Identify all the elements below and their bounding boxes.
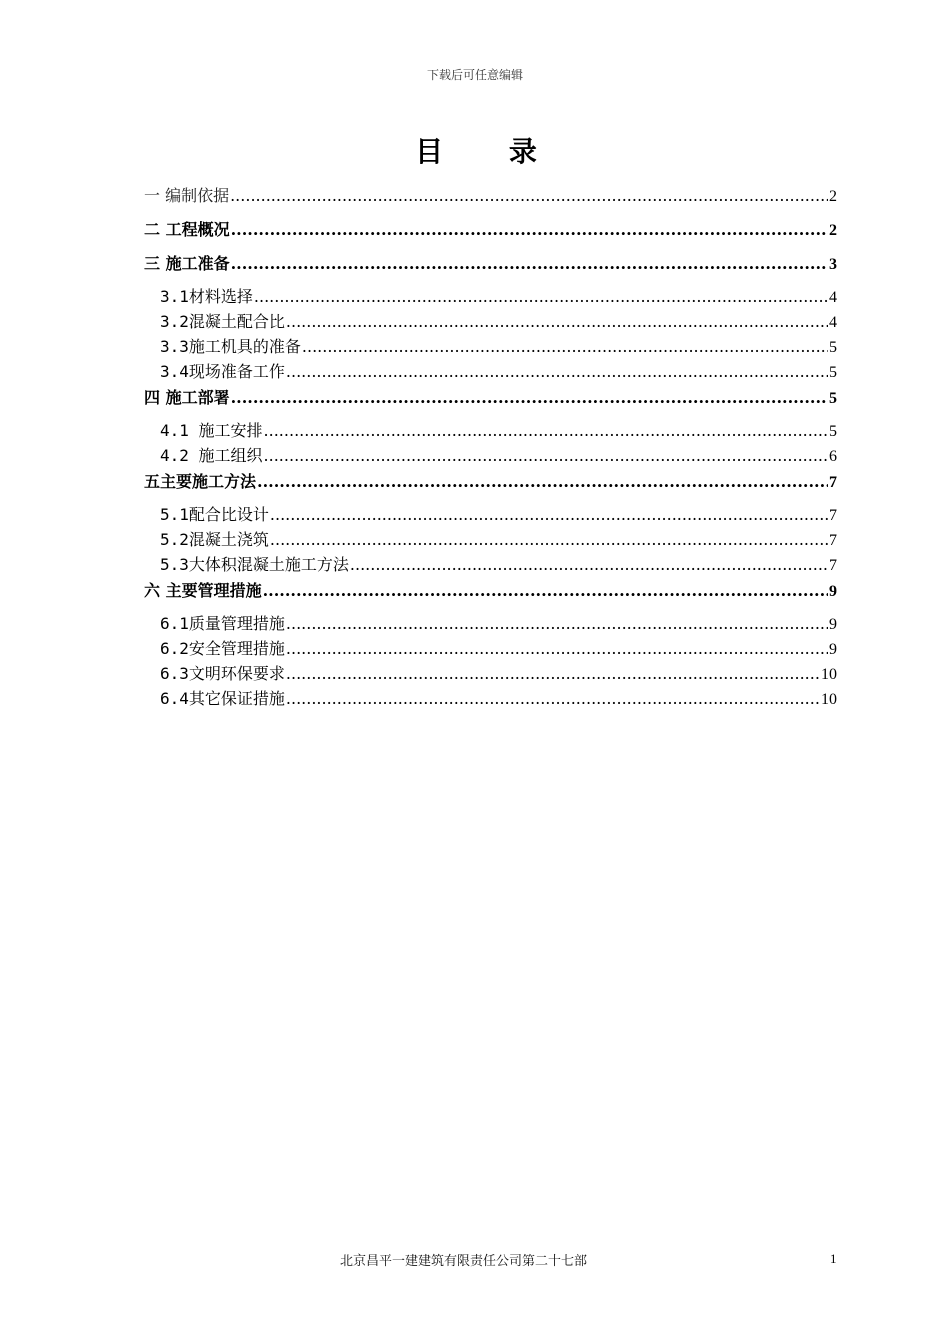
toc-entry-page: 6	[829, 448, 837, 465]
toc-entry-label: 6.2安全管理措施	[160, 639, 285, 658]
toc-entry-label: 3.4现场准备工作	[160, 362, 285, 381]
toc-leader-dots	[350, 552, 828, 577]
toc-entry-page: 9	[829, 616, 837, 633]
toc-entry[interactable]	[144, 334, 837, 359]
toc-entry-page: 2	[829, 222, 837, 239]
toc-entry-label: 5.1配合比设计	[160, 505, 269, 524]
toc-entry-page: 3	[829, 256, 837, 273]
toc-leader-dots	[302, 334, 828, 359]
toc-leader-dots	[286, 661, 820, 686]
toc-entry-page: 5	[829, 364, 837, 381]
toc-entry[interactable]	[144, 250, 837, 284]
toc-entry-page: 7	[829, 532, 837, 549]
toc-entry-label: 3.1材料选择	[160, 287, 253, 306]
toc-entry-page: 10	[821, 691, 837, 708]
toc-entry[interactable]	[144, 384, 837, 418]
toc-entry[interactable]	[144, 309, 837, 334]
toc-entry-page: 4	[829, 314, 837, 331]
toc-entry-label: 6.1质量管理措施	[160, 614, 285, 633]
toc-leader-dots	[264, 418, 828, 443]
toc-entry[interactable]	[144, 502, 837, 527]
toc-leader-dots	[270, 527, 828, 552]
toc-entry-page: 5	[829, 423, 837, 440]
toc-entry[interactable]	[144, 468, 837, 502]
toc-entry[interactable]	[144, 552, 837, 577]
toc-entry-label: 4.2 施工组织	[160, 446, 263, 465]
toc-entry-label: 5.2混凝土浇筑	[160, 530, 269, 549]
toc-entry-label: 六 主要管理措施	[144, 581, 262, 600]
toc-entry[interactable]	[144, 636, 837, 661]
toc-leader-dots	[231, 250, 828, 278]
toc-leader-dots	[264, 443, 828, 468]
toc-entry-label: 四 施工部署	[144, 388, 230, 407]
toc-entry-label: 五主要施工方法	[144, 472, 257, 491]
toc-entry-label: 一 编制依据	[144, 186, 230, 205]
toc-leader-dots	[286, 359, 828, 384]
toc-entry-label: 3.2混凝土配合比	[160, 312, 285, 331]
toc-leader-dots	[231, 384, 828, 412]
toc-entry[interactable]	[144, 577, 837, 611]
toc-leader-dots	[286, 611, 828, 636]
toc-entry-page: 2	[829, 188, 837, 205]
toc-entry-label: 二 工程概况	[144, 220, 230, 239]
toc-leader-dots	[286, 686, 820, 711]
toc-entry-label: 3.3施工机具的准备	[160, 337, 301, 356]
toc-leader-dots	[263, 577, 828, 605]
toc-entry[interactable]	[144, 527, 837, 552]
toc-entry-label: 6.3文明环保要求	[160, 664, 285, 683]
table-of-contents	[144, 182, 837, 711]
toc-entry[interactable]	[144, 216, 837, 250]
toc-entry-page: 5	[829, 339, 837, 356]
toc-entry[interactable]	[144, 611, 837, 636]
page-header: 下载后可任意编辑	[426, 68, 523, 82]
toc-entry-page: 7	[829, 474, 837, 491]
toc-entry-page: 9	[829, 583, 837, 600]
toc-leader-dots	[254, 284, 828, 309]
toc-entry-page: 7	[829, 557, 837, 574]
toc-entry-label: 6.4其它保证措施	[160, 689, 285, 708]
footer-company: 北京昌平一建建筑有限责任公司第二十七部	[340, 1254, 588, 1269]
toc-leader-dots	[230, 182, 828, 210]
toc-entry-page: 7	[829, 507, 837, 524]
toc-entry-page: 5	[829, 390, 837, 407]
toc-leader-dots	[286, 309, 828, 334]
toc-entry-label: 5.3大体积混凝土施工方法	[160, 555, 349, 574]
toc-entry-page: 9	[829, 641, 837, 658]
toc-entry[interactable]	[144, 359, 837, 384]
toc-entry-label: 三 施工准备	[144, 254, 230, 273]
toc-entry[interactable]	[144, 686, 837, 711]
toc-entry[interactable]	[144, 418, 837, 443]
toc-entry[interactable]	[144, 284, 837, 309]
toc-leader-dots	[231, 216, 828, 244]
toc-leader-dots	[270, 502, 828, 527]
toc-entry-page: 10	[821, 666, 837, 683]
toc-entry-page: 4	[829, 289, 837, 306]
toc-entry[interactable]	[144, 443, 837, 468]
toc-title: 目 录	[415, 135, 565, 168]
toc-entry[interactable]	[144, 182, 837, 216]
toc-entry[interactable]	[144, 661, 837, 686]
toc-leader-dots	[286, 636, 828, 661]
toc-entry-label: 4.1 施工安排	[160, 421, 263, 440]
toc-leader-dots	[257, 468, 828, 496]
footer-page-number: 1	[830, 1251, 837, 1266]
